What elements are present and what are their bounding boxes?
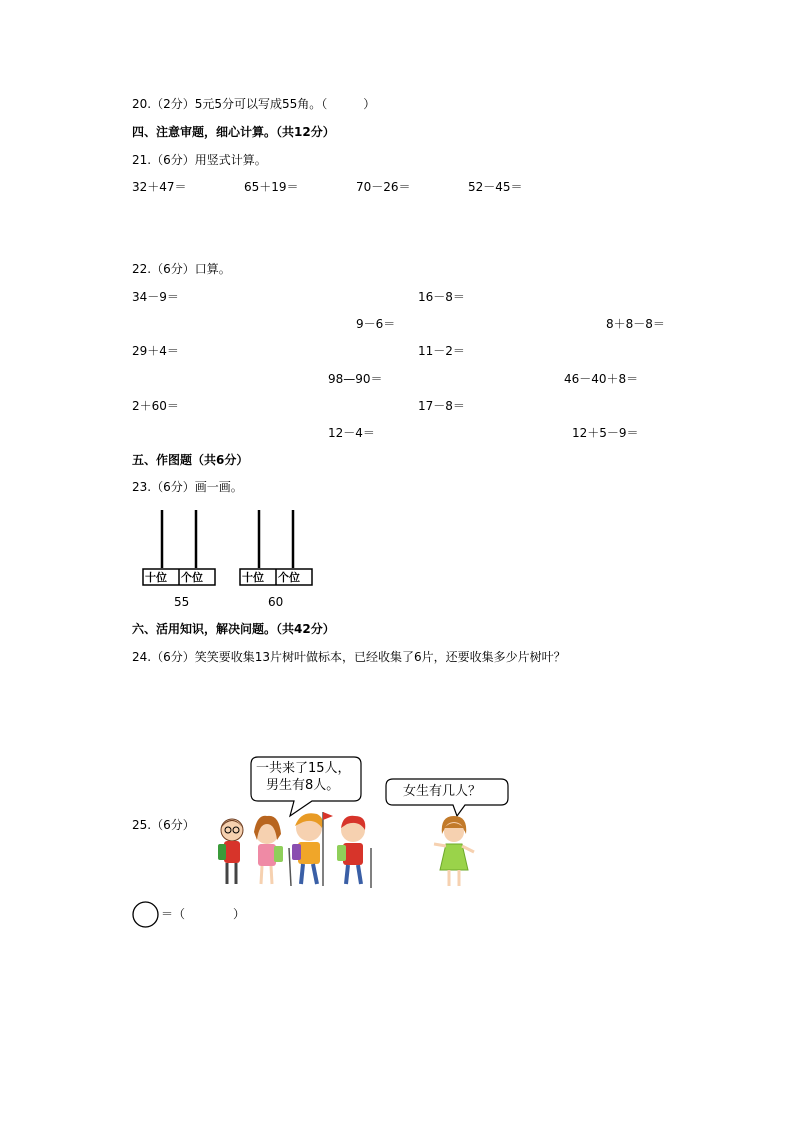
bubble-line-1: 一共来了15人， — [256, 761, 351, 776]
abacus-ones-label: 个位 — [278, 571, 300, 584]
q22-item: 9－6＝ — [356, 317, 396, 331]
bubble-question: 女生有几人？ — [403, 784, 482, 799]
section-6-heading: 六、活用知识，解决问题。（共42分） — [132, 622, 335, 636]
question-23-title: 23.（6分）画一画。 — [132, 480, 243, 494]
q22-item: 2＋60＝ — [132, 399, 179, 413]
q22-item: 17－8＝ — [418, 399, 465, 413]
q22-item: 34－9＝ — [132, 290, 179, 304]
q21-item: 52－45＝ — [468, 180, 523, 194]
abacus-tens-label: 十位 — [145, 571, 167, 584]
q22-item: 98—90＝ — [328, 372, 383, 386]
abacus-tens-label: 十位 — [242, 571, 264, 584]
abacus-value: 55 — [174, 595, 190, 609]
section-5-heading: 五、作图题（共6分） — [132, 453, 249, 467]
hiking-children-illustration — [205, 808, 380, 890]
question-24: 24.（6分）笑笑要收集13片树叶做标本，已经收集了6片，还要收集多少片树叶？ — [132, 650, 566, 664]
q22-item: 46－40＋8＝ — [564, 372, 639, 386]
q21-item: 32＋47＝ — [132, 180, 187, 194]
question-20: 20.（2分）5元5分可以写成55角。（ ） — [132, 97, 376, 111]
q22-item: 12－4＝ — [328, 426, 375, 440]
question-21-title: 21.（6分）用竖式计算。 — [132, 153, 267, 167]
q21-item: 65＋19＝ — [244, 180, 299, 194]
abacus-ones-label: 个位 — [181, 571, 203, 584]
q22-item: 12＋5－9＝ — [572, 426, 639, 440]
girl-illustration — [430, 814, 478, 890]
q21-item: 70－26＝ — [356, 180, 411, 194]
bubble-line-2: 男生有8人。 — [266, 778, 340, 793]
section-4-heading: 四、注意审题，细心计算。（共12分） — [132, 125, 335, 139]
q22-item: 29＋4＝ — [132, 344, 179, 358]
q22-item: 16－8＝ — [418, 290, 465, 304]
q22-item: 8＋8－8＝ — [606, 317, 665, 331]
question-25-label: 25.（6分） — [132, 818, 195, 832]
question-22-title: 22.（6分）口算。 — [132, 262, 231, 276]
abacus-value: 60 — [268, 595, 284, 609]
q22-item: 11－2＝ — [418, 344, 465, 358]
operator-circle-blank[interactable] — [132, 901, 160, 929]
answer-blank[interactable]: ＝（ ） — [161, 907, 246, 921]
